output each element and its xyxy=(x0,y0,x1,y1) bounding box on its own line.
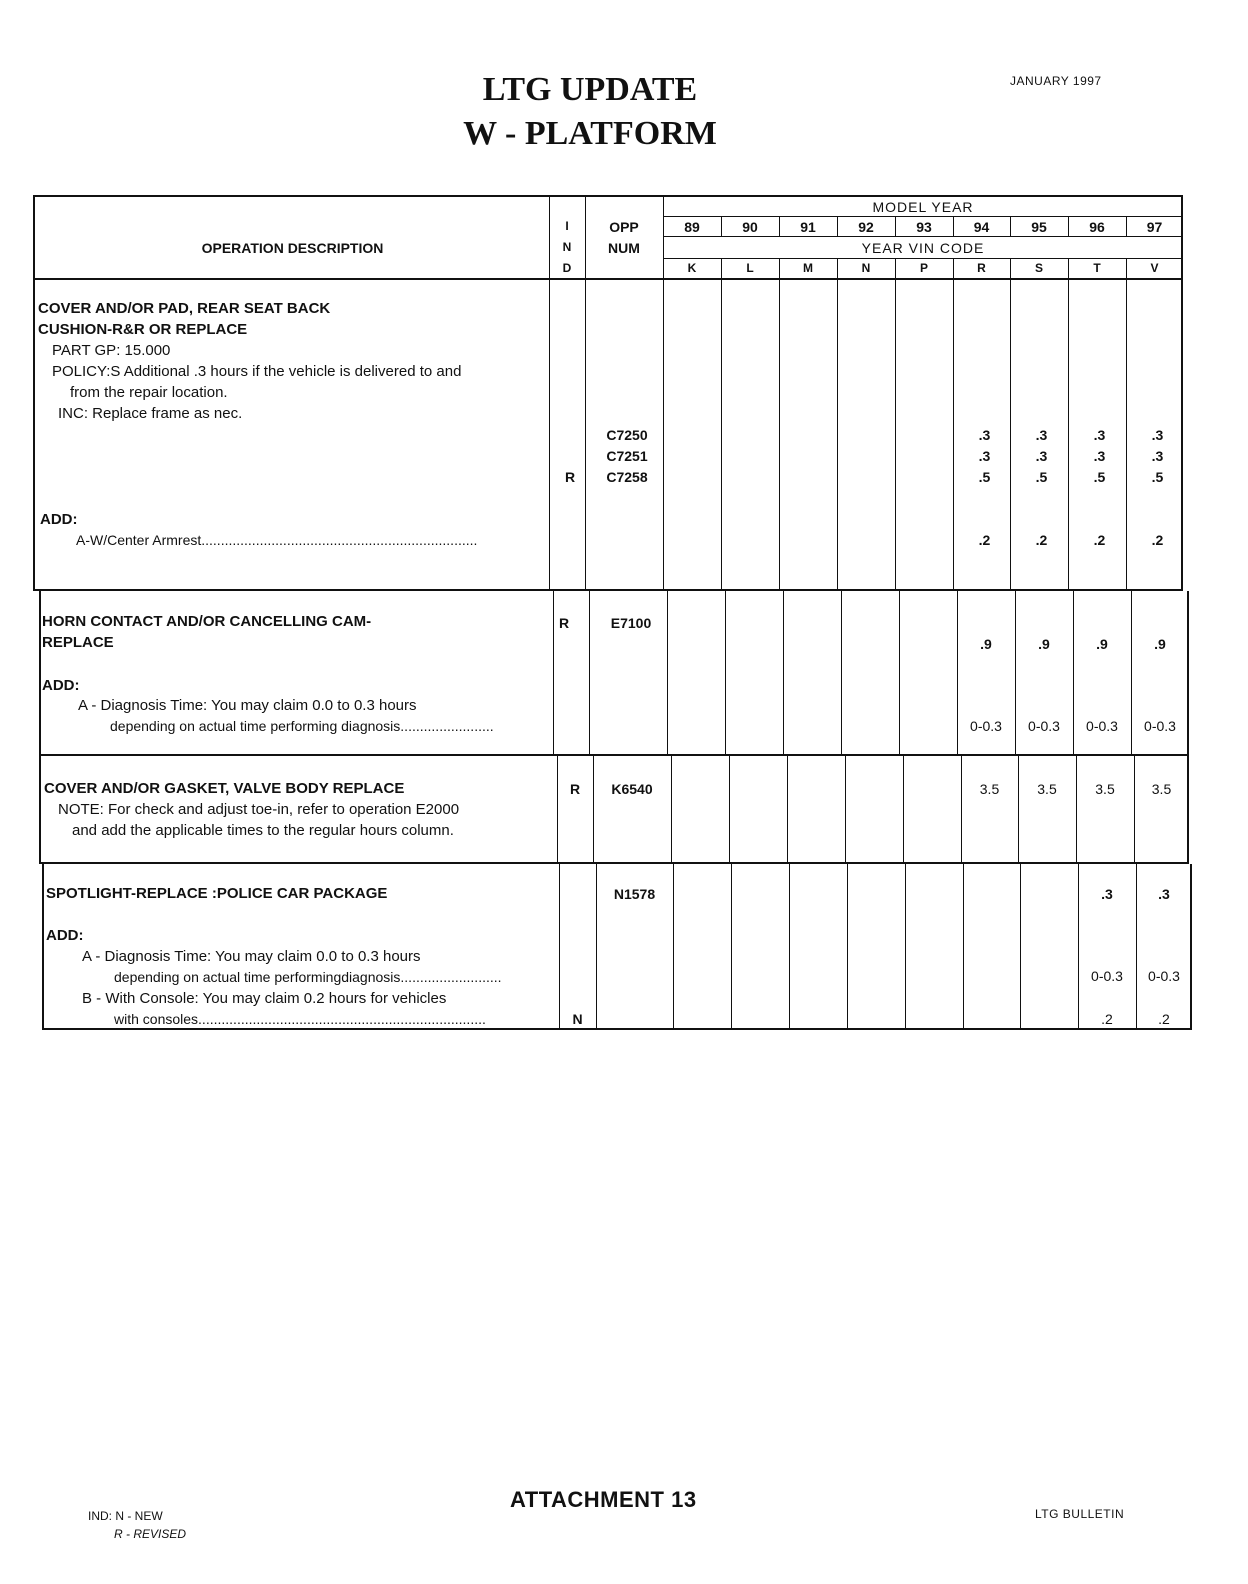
section2-title-line2: REPLACE xyxy=(42,634,114,651)
year-90: 90 xyxy=(742,219,758,235)
section4-opp-num: N1578 xyxy=(613,886,656,902)
value-96: .3 xyxy=(1093,427,1106,443)
ind-code: R xyxy=(564,469,576,485)
section2-add-a-line2: depending on actual time performing diagnosis........................ xyxy=(110,718,494,734)
section4-add-b-value-96: .2 xyxy=(1101,1011,1113,1027)
vin-code-t: T xyxy=(1093,261,1101,275)
section1-add-a: A-W/Center Armrest....................................................................... xyxy=(76,532,478,548)
section2-ind: R xyxy=(558,615,570,631)
opp-header: OPP xyxy=(609,219,639,235)
value-94: .5 xyxy=(978,469,991,485)
section4-add-a-value-97: 0-0.3 xyxy=(1148,968,1180,984)
value-95: .3 xyxy=(1035,448,1048,464)
section3-ind: R xyxy=(569,781,581,797)
section2-add-a-value-96: 0-0.3 xyxy=(1086,718,1118,734)
section1-part-gp: PART GP: 15.000 xyxy=(52,342,171,359)
section4-add-b-ind: N xyxy=(572,1011,583,1027)
num-header: NUM xyxy=(608,240,640,256)
year-96: 96 xyxy=(1089,219,1105,235)
add-a-value-97: .2 xyxy=(1151,532,1164,548)
value-96: .5 xyxy=(1093,469,1106,485)
value-95: .3 xyxy=(1035,427,1048,443)
page-subtitle: W - PLATFORM xyxy=(463,115,717,152)
vin-code-s: S xyxy=(1034,261,1043,275)
value-95: .5 xyxy=(1035,469,1048,485)
section2-title-line1: HORN CONTACT AND/OR CANCELLING CAM- xyxy=(42,613,372,630)
section2-add-a-line1: A - Diagnosis Time: You may claim 0.0 to 0.3 hours xyxy=(78,697,417,714)
value-94: .3 xyxy=(978,427,991,443)
section3-note-line2: and add the applicable times to the regular hours column. xyxy=(72,822,454,839)
model-year-header: MODEL YEAR xyxy=(872,199,974,215)
value-97: .3 xyxy=(1151,448,1164,464)
section2-value-95: .9 xyxy=(1038,636,1050,652)
section4-add-b-line1: B - With Console: You may claim 0.2 hours for vehicles xyxy=(82,990,447,1007)
section3-title: COVER AND/OR GASKET, VALVE BODY REPLACE xyxy=(44,780,405,797)
section2-add-a-value-95: 0-0.3 xyxy=(1028,718,1060,734)
value-94: .3 xyxy=(978,448,991,464)
vin-code-m: M xyxy=(803,261,813,275)
section2-value-94: .9 xyxy=(980,636,992,652)
year-vin-code-header: YEAR VIN CODE xyxy=(861,240,985,256)
add-a-value-95: .2 xyxy=(1035,532,1048,548)
year-94: 94 xyxy=(973,219,990,235)
vin-code-n: N xyxy=(861,261,871,275)
ind-legend xyxy=(88,1507,186,1543)
bulletin-label: LTG BULLETIN xyxy=(1035,1507,1125,1521)
section4-value-96: .3 xyxy=(1101,886,1113,902)
section3-opp-num: K6540 xyxy=(611,781,653,797)
section4-add-label: ADD: xyxy=(46,927,84,944)
vin-code-p: P xyxy=(919,261,928,275)
section3-value-94: 3.5 xyxy=(979,781,1000,797)
section2-add-a-value-94: 0-0.3 xyxy=(970,718,1002,734)
ind-header-n: N xyxy=(562,240,572,254)
ind-header-i: I xyxy=(565,219,569,233)
ind-legend-revised: R - REVISED xyxy=(114,1527,187,1541)
section3-value-96: 3.5 xyxy=(1095,781,1115,797)
vin-code-r: R xyxy=(977,261,986,275)
section4-add-a-line1: A - Diagnosis Time: You may claim 0.0 to 0.3 hours xyxy=(82,948,421,965)
value-97: .5 xyxy=(1151,469,1164,485)
section4-add-a-line2: depending on actual time performingdiagnosis.......................... xyxy=(114,969,502,985)
add-a-value-96: .2 xyxy=(1093,532,1106,548)
section2-opp-num: E7100 xyxy=(610,615,652,631)
vin-code-l: L xyxy=(746,261,754,275)
year-93: 93 xyxy=(916,219,932,235)
year-95: 95 xyxy=(1031,219,1047,235)
section1-title-line2: CUSHION-R&R OR REPLACE xyxy=(38,321,248,338)
bulletin-date: JANUARY 1997 xyxy=(1010,74,1102,88)
opp-num: C7250 xyxy=(606,427,648,443)
value-96: .3 xyxy=(1093,448,1106,464)
year-97: 97 xyxy=(1146,219,1163,235)
section4-add-b-value-97: .2 xyxy=(1158,1011,1170,1027)
operation-description-header: OPERATION DESCRIPTION xyxy=(201,240,384,256)
year-89: 89 xyxy=(684,219,700,235)
page-title: LTG UPDATE xyxy=(482,71,698,108)
section2-value-97: .9 xyxy=(1154,636,1166,652)
section4-add-a-value-96: 0-0.3 xyxy=(1091,968,1123,984)
section3-note-line1: NOTE: For check and adjust toe-in, refer to operation E2000 xyxy=(58,801,460,818)
section1-title-line1: COVER AND/OR PAD, REAR SEAT BACK xyxy=(38,300,331,317)
opp-num: C7258 xyxy=(606,469,648,485)
value-97: .3 xyxy=(1151,427,1164,443)
section3-value-95: 3.5 xyxy=(1037,781,1057,797)
section1-inc: INC: Replace frame as nec. xyxy=(58,405,243,422)
section4-add-b-line2: with consoles.......................................................................... xyxy=(114,1011,486,1027)
vin-code-v: V xyxy=(1150,261,1159,275)
section1-add-label: ADD: xyxy=(40,511,78,528)
section4-title: SPOTLIGHT-REPLACE :POLICE CAR PACKAGE xyxy=(46,885,388,902)
section2-add-label: ADD: xyxy=(42,677,80,694)
attachment-label: ATTACHMENT 13 xyxy=(510,1487,697,1512)
opp-num: C7251 xyxy=(606,448,648,464)
ind-legend-new: IND: N - NEW xyxy=(88,1509,163,1523)
section2-add-a-value-97: 0-0.3 xyxy=(1144,718,1176,734)
section1-policy-line1: POLICY:S Additional .3 hours if the vehicle is delivered to and xyxy=(52,363,462,380)
section2-value-96: .9 xyxy=(1096,636,1108,652)
section3-value-97: 3.5 xyxy=(1151,781,1172,797)
add-a-value-94: .2 xyxy=(978,532,991,548)
year-92: 92 xyxy=(858,219,874,235)
ind-header-d: D xyxy=(562,261,572,275)
vin-code-k: K xyxy=(687,261,697,275)
year-91: 91 xyxy=(800,219,816,235)
section4-value-97: .3 xyxy=(1158,886,1170,902)
section1-policy-line2: from the repair location. xyxy=(70,384,228,401)
